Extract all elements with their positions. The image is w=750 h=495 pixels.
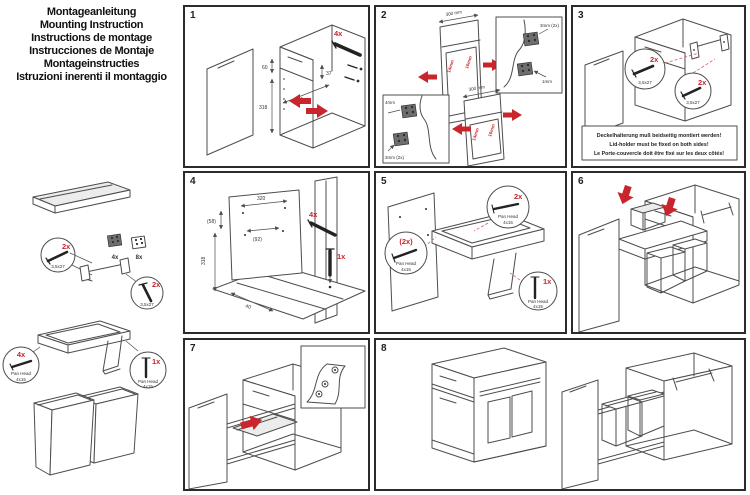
step-6-panel [571, 171, 746, 334]
callout-right-size: 4x15 [533, 304, 543, 309]
frame-front-screw-type: Pan Head [10, 371, 32, 376]
screw-callout-left [385, 232, 427, 274]
pulled-out-door [189, 394, 227, 489]
clip-parts [107, 234, 145, 261]
bracket-screw-count: 2x [152, 280, 161, 289]
inset-left-label-a: 4mm [385, 100, 395, 105]
bracket-screw-size: 3,5x27 [140, 302, 154, 307]
dim-37: 37 [326, 71, 332, 77]
title-block [0, 6, 183, 84]
step-1-drawing [185, 7, 368, 166]
step-8-panel [374, 338, 746, 491]
callout-top-size: 4x15 [503, 220, 513, 225]
callout-right-type: Pan Head [527, 299, 549, 304]
inset-right-label-a: 3mm (2x) [540, 23, 559, 28]
screw-count-1x: 1x [337, 252, 346, 261]
screw-callout-frame-rear [130, 352, 166, 389]
waste-bins-drawing [34, 387, 138, 475]
step-8-number: 8 [381, 343, 387, 354]
lid-drawing [33, 182, 130, 213]
step-3-number: 3 [578, 10, 584, 21]
frame-rear-screw-type: Pan Head [137, 379, 159, 384]
step-7-number: 7 [190, 343, 196, 354]
lid-screw-count: 2x [62, 242, 71, 251]
step-4-panel [183, 171, 370, 334]
frame-front-screw-size: 4x15 [16, 377, 26, 382]
step-6-number: 6 [578, 176, 584, 187]
step-6-drawing [573, 173, 744, 332]
pulled-out-door-and-frame [579, 219, 707, 332]
callout-a-count: 2x [650, 55, 659, 64]
note-line-fr: Le Porte-couvercle doit être fixé sur les deux côtés! [593, 151, 725, 157]
note-box [582, 126, 737, 160]
frame-rear-screw-count: 1x [152, 357, 161, 366]
offset-bottom-b: 16mm [487, 123, 496, 138]
step-7-drawing [185, 340, 368, 489]
inset-right-label-b: 1mm [542, 79, 552, 84]
step-5-drawing [376, 173, 565, 332]
title-line-en: Mounting Instruction [39, 19, 144, 31]
offset-bottom-a: 14mm [471, 127, 480, 142]
clip-detail-inset-left [383, 95, 449, 163]
title-line-es: Instrucciones de Montaje [29, 45, 154, 57]
dim-60: 60 [262, 65, 268, 71]
dim-318: 318 [259, 105, 268, 111]
dim-58: (58) [207, 219, 216, 225]
callout-b-size: 3,5x27 [686, 100, 700, 105]
title-line-nl: Montageinstructies [43, 58, 140, 70]
callout-b-count: 2x [698, 78, 707, 87]
title-line-de: Montageanleitung [46, 6, 137, 18]
pullout-frame-drawing [26, 321, 138, 374]
screw-count-4x: 4x [334, 29, 343, 38]
step-2-panel [374, 5, 567, 168]
dim-92: (92) [253, 237, 262, 243]
step-4-number: 4 [190, 176, 196, 187]
inset-left-label-b: 3mm (2x) [385, 155, 404, 160]
cabinet-closed-drawing [432, 348, 546, 462]
callout-right-count: 1x [543, 277, 552, 286]
dim-40: 40 [244, 303, 252, 311]
screw-callout-right [675, 73, 711, 109]
screw-callout-frame-front [3, 347, 39, 383]
step-1-number: 1 [190, 10, 196, 21]
callout-left-count: (2x) [399, 237, 413, 246]
screw-callout-right [519, 272, 557, 310]
title-line-it: Istruzioni inerenti il montaggio [16, 71, 167, 83]
step-5-panel [374, 171, 567, 334]
dim-320: 320 [257, 196, 266, 202]
callout-top-count: 2x [514, 192, 523, 201]
screw-callout-top [487, 186, 529, 228]
clip-b-count: 8x [135, 255, 143, 261]
step-1-panel [183, 5, 370, 168]
screw-callout-bracket [131, 277, 163, 309]
step-7-panel [183, 338, 370, 491]
note-line-de: Deckelhalterung muß beidseitig montiert werden! [596, 133, 722, 139]
step-8-drawing [376, 340, 744, 489]
parts-overview-drawing [0, 175, 183, 495]
door-width-top: 300 mm [445, 9, 463, 17]
callout-top-type: Pan Head [497, 214, 519, 219]
offset-top-a: 14mm [446, 59, 455, 74]
step-4-drawing [185, 173, 368, 332]
detached-door-drawing [585, 51, 623, 137]
step-2-number: 2 [381, 10, 387, 21]
cabinet-open-drawing [562, 353, 732, 489]
callout-left-type: Pan Head [395, 261, 417, 266]
bracket-detail-inset [301, 346, 365, 408]
frame-rear-screw-size: 4x15 [143, 384, 153, 389]
cabinet-drawing [280, 25, 365, 148]
frame-front-screw-count: 4x [16, 350, 26, 359]
step-5-number: 5 [381, 176, 387, 187]
step-2-drawing [376, 7, 565, 166]
step-3-drawing [573, 7, 744, 166]
callout-a-size: 3,5x27 [638, 80, 652, 85]
title-line-fr: Instructions de montage [31, 32, 152, 44]
screw-callout-left [625, 49, 665, 89]
clip-detail-inset-right [496, 17, 562, 93]
clip-a-count: 4x [111, 255, 119, 261]
offset-top-b: 16mm [464, 55, 473, 70]
lid-holder-bracket-drawing [70, 253, 138, 283]
step-3-panel [571, 5, 746, 168]
callout-left-size: 4x15 [401, 267, 411, 272]
note-line-en: Lid-holder must be fixed on both sides! [609, 142, 709, 148]
lid-screw-size: 3,5x27 [51, 264, 65, 269]
detached-door-drawing [207, 49, 253, 155]
screw-count-4x: 4x [309, 210, 318, 219]
door-width-bottom: 300 mm [468, 84, 486, 92]
dim-318: 318 [201, 256, 207, 265]
